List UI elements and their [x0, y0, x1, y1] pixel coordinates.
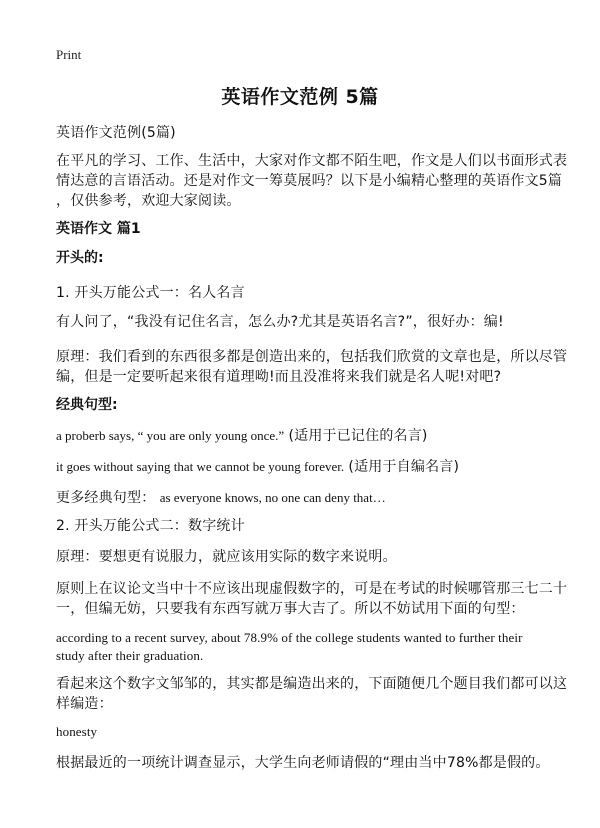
- more-sentences: [56, 487, 386, 507]
- intro-line-1: 在平凡的学习、工作、生活中，大家对作文都不陌生吧，作文是人们以书面形式表: [56, 153, 568, 169]
- paragraph-3: 原理：要想更有说服力，就应该用实际的数字来说明。: [56, 549, 397, 565]
- intro-line-2: 情达意的言语活动。还是对作文一筹莫展吗？以下是小编精心整理的英语作文5篇: [56, 173, 563, 189]
- document-subtitle: 英语作文范例(5篇): [56, 125, 176, 141]
- print-label: Print: [56, 47, 82, 62]
- more-sentences-english: as everyone knows, no one can deny that…: [159, 490, 386, 505]
- example-3-line-2: study after their graduation.: [56, 648, 204, 663]
- paragraph-4-line-1: 原则上在议论文当中十不应该出现虚假数字的，可是在考试的时候哪管那三七二十: [56, 581, 568, 597]
- opening-heading: 开头的:: [56, 250, 104, 266]
- classic-sentences-heading: 经典句型:: [56, 397, 118, 413]
- example-2: [56, 456, 459, 476]
- paragraph-5-line-2: 样编造：: [56, 696, 113, 712]
- example-2-english: it goes without saying that we cannot be young forever.: [56, 459, 345, 474]
- paragraph-6: 根据最近的一项统计调查显示，大学生向老师请假的“理由当中78%都是假的。: [56, 755, 550, 771]
- paragraph-4-line-2: 一，但编无妨，只要我有东西写就万事大吉了。所以不妨试用下面的句型：: [56, 601, 525, 617]
- formula1-heading: 1. 开头万能公式一：名人名言: [56, 285, 245, 301]
- example-1: [56, 425, 428, 445]
- paragraph-2-line-1: 原理：我们看到的东西很多都是创造出来的，包括我们欣赏的文章也是，所以尽管: [56, 349, 568, 365]
- intro-line-3: ，仅供参考，欢迎大家阅读。: [56, 193, 241, 209]
- example-1-english: a proberb says, “ you are only young once.”: [56, 428, 285, 443]
- document-title: 英语作文范例 5篇: [221, 86, 379, 108]
- paragraph-5-line-1: 看起来这个数字文邹邹的，其实都是编造出来的，下面随便几个题目我们都可以这: [56, 676, 568, 692]
- paragraph-1: 有人问了，“我没有记住名言，怎么办?尤其是英语名言?”，很好办：编!: [56, 314, 504, 330]
- formula2-heading: 2. 开头万能公式二：数字统计: [56, 518, 245, 534]
- more-sentences-label: 更多经典句型：: [56, 490, 156, 506]
- honesty-topic: honesty: [56, 724, 98, 739]
- example-1-note: (适用于已记住的名言): [288, 428, 428, 444]
- example-3-line-1: according to a recent survey, about 78.9% of the college students wanted to further their: [56, 630, 523, 645]
- paragraph-2-line-2: 编，但是一定要听起来很有道理呦!而且没准将来我们就是名人呢!对吧?: [56, 369, 502, 385]
- section1-heading: 英语作文 篇1: [56, 221, 141, 237]
- example-2-note: (适用于自编名言): [348, 459, 460, 475]
